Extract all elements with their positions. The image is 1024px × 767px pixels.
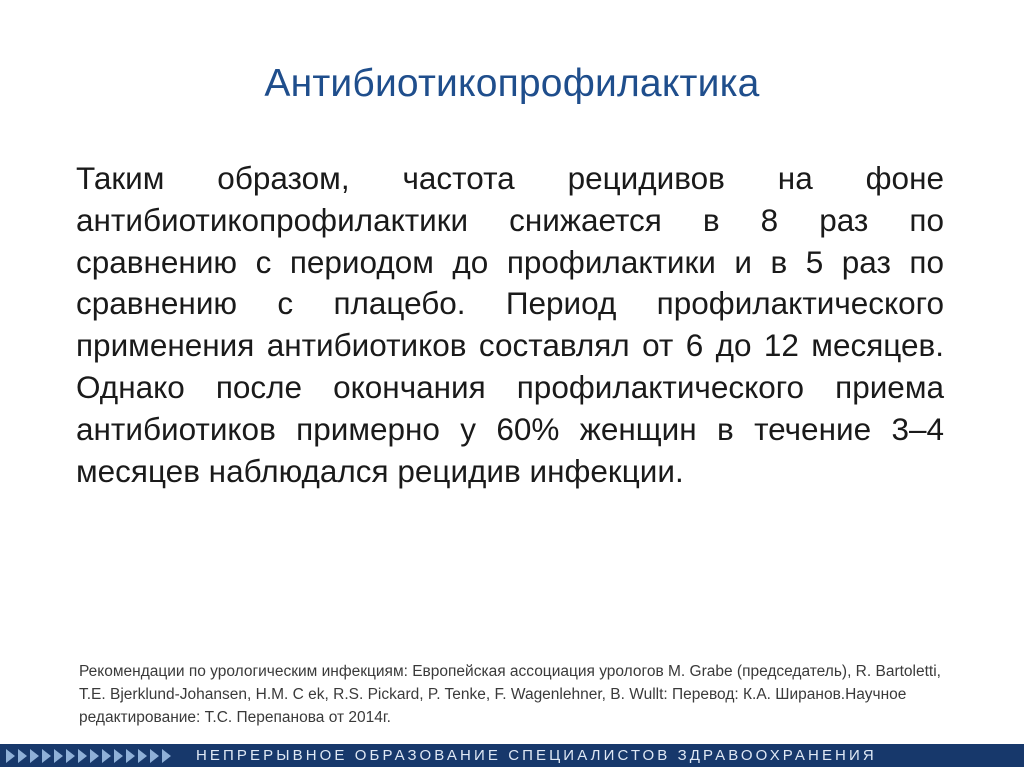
reference-citation: Рекомендации по урологическим инфекциям: Европейская ассоциация урологов M. Grabe (председатель), R. Bartoletti, T.E. Bjerklund-Johansen, H.M. C ek, R.S. Pickard, P. Tenke, F. Wagenlehner, B. Wullt: Перевод: К.А. Ширанов.Научное редактирование: Т.С. Перепанова от 2014г.	[79, 663, 941, 726]
footer-text: НЕПРЕРЫВНОЕ ОБРАЗОВАНИЕ СПЕЦИАЛИСТОВ ЗДРАВООХРАНЕНИЯ	[196, 747, 877, 764]
slide-body-text: Таким образом, частота рецидивов на фоне антибиотикопрофилактики снижается в 8 раз по сравнению с периодом до профилактики и в 5 раз по сравнению с плацебо. Период профилактического применения антибиотиков составлял от 6 до 12 месяцев. Однако после окончания профилактического приема антибиотиков примерно у 60% женщин в течение 3–4 месяцев наблюдался рецидив инфекции.	[76, 160, 944, 489]
footer-bar	[0, 744, 1024, 767]
slide-title: Антибиотикопрофилактика	[264, 62, 760, 105]
double-chevron-right-icon	[0, 744, 174, 767]
